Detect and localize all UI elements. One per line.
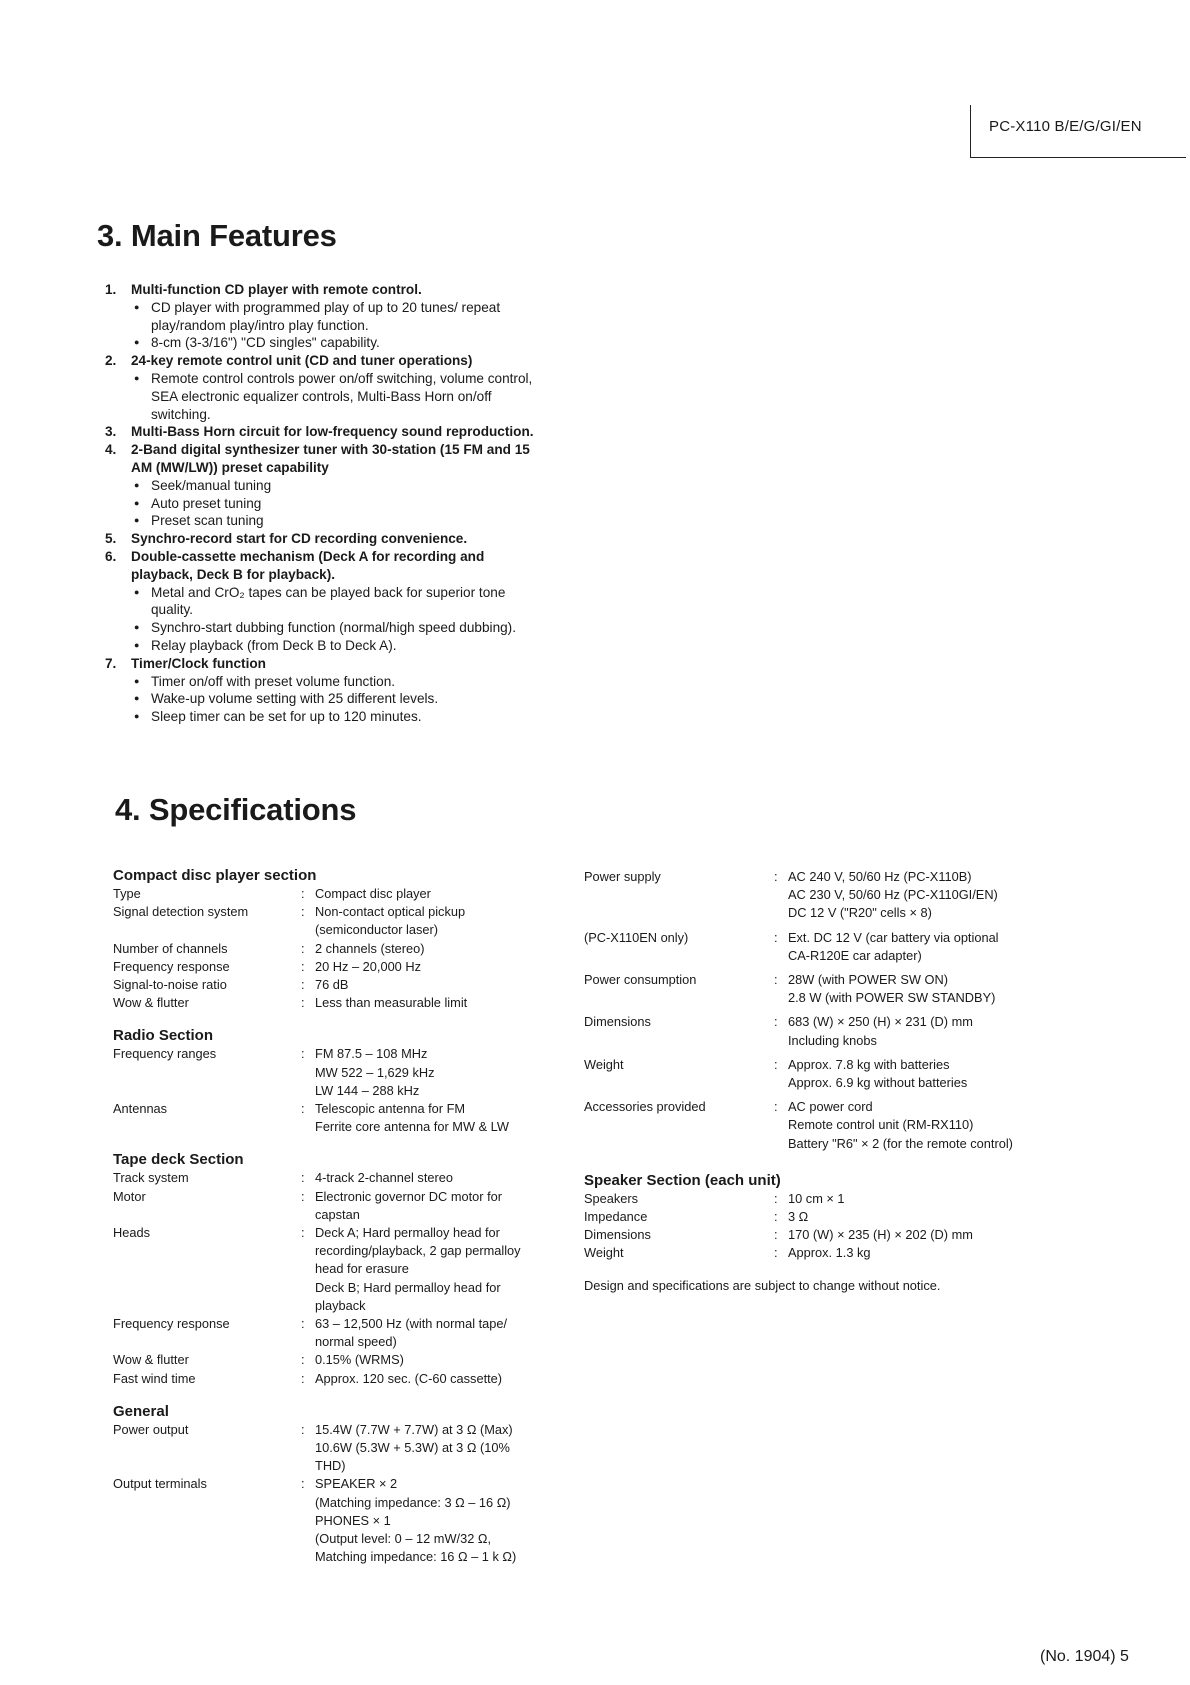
feature-number: 3. <box>105 424 117 440</box>
spec-row <box>584 1208 1014 1226</box>
feature-bullet: ● Synchro-start dubbing function (normal/high speed dubbing). <box>131 619 535 637</box>
spec-row <box>113 1370 543 1388</box>
spec-colon: : <box>774 1227 778 1243</box>
spec-colon: : <box>774 1245 778 1261</box>
feature-item <box>105 352 535 423</box>
spec-section-title: Compact disc player section <box>113 867 317 884</box>
feature-item <box>105 548 535 655</box>
spec-label: Impedance <box>584 1209 648 1225</box>
spec-value: 10 cm × 1 <box>788 1190 845 1206</box>
spec-row <box>113 1421 543 1476</box>
spec-colon: : <box>301 1225 305 1241</box>
spec-row <box>584 1098 1014 1153</box>
feature-bullet: ● Relay playback (from Deck B to Deck A). <box>131 637 535 655</box>
spec-colon: : <box>774 972 778 988</box>
spec-value: Approx. 7.8 kg with batteries Approx. 6.9 kg without batteries <box>788 1056 968 1091</box>
spec-label: Weight <box>584 1245 624 1261</box>
spec-row <box>113 1315 543 1351</box>
spec-colon: : <box>301 1188 305 1204</box>
spec-row <box>113 994 543 1012</box>
spec-colon: : <box>774 929 778 945</box>
spec-label: Fast wind time <box>113 1370 196 1386</box>
spec-colon: : <box>301 1421 305 1437</box>
feature-item <box>105 281 535 352</box>
spec-colon: : <box>774 869 778 884</box>
feature-title: 2-Band digital synthesizer tuner with 30-station (15 FM and 15 AM (MW/LW)) preset capability <box>131 442 530 475</box>
spec-value: 2 channels (stereo) <box>315 940 425 956</box>
feature-number: 2. <box>105 353 117 369</box>
spec-value: Approx. 1.3 kg <box>788 1245 871 1261</box>
feature-item <box>105 423 535 441</box>
spec-section-title: Radio Section <box>113 1027 214 1045</box>
feature-bullet: ● Wake-up volume setting with 25 different levels. <box>131 690 535 708</box>
spec-label: Accessories provided <box>584 1099 706 1115</box>
spec-row <box>113 958 543 976</box>
model-number-box <box>970 105 1186 158</box>
spec-label: Power output <box>113 1421 189 1437</box>
feature-bullet: ● Remote control controls power on/off switching, volume control, SEA electronic equalizer controls, Multi-Bass Horn on/off switching. <box>131 370 535 423</box>
spec-label: Signal-to-noise ratio <box>113 977 227 993</box>
spec-colon: : <box>774 1099 778 1115</box>
spec-section-title: General <box>113 1402 169 1420</box>
feature-bullet: ● 8-cm (3-3/16") "CD singles" capability. <box>131 334 535 352</box>
spec-note: Design and specifications are subject to change without notice. <box>584 1277 941 1293</box>
spec-label: Dimensions <box>584 1014 651 1030</box>
spec-value: Ext. DC 12 V (car battery via optional CA-R120E car adapter) <box>788 929 999 963</box>
feature-item <box>105 441 535 530</box>
feature-bullet: ● Preset scan tuning <box>131 512 535 530</box>
feature-number: 6. <box>105 548 117 564</box>
feature-title: Multi-function CD player with remote control. <box>131 282 422 297</box>
spec-value: Less than measurable limit <box>315 995 468 1011</box>
spec-label: (PC-X110EN only) <box>584 929 689 945</box>
spec-value: Compact disc player <box>315 886 431 901</box>
spec-label: Weight <box>584 1056 624 1072</box>
spec-value: Electronic governor DC motor for capstan <box>315 1188 503 1222</box>
spec-colon: : <box>774 1014 778 1030</box>
spec-value: 683 (W) × 250 (H) × 231 (D) mm Including knobs <box>788 1014 973 1048</box>
spec-label: Track system <box>113 1170 189 1186</box>
section-gap <box>113 1388 543 1402</box>
spec-value: SPEAKER × 2 (Matching impedance: 3 Ω – 16 Ω) PHONES × 1 (Output level: 0 – 12 mW/32 Ω, Matching impedance: 16 Ω – 1 k Ω) <box>315 1476 517 1565</box>
feature-title: Multi-Bass Horn circuit for low-frequency sound reproduction. <box>131 424 534 440</box>
spec-label: Frequency response <box>113 1316 230 1332</box>
spec-colon: : <box>301 995 305 1011</box>
feature-item <box>105 655 535 726</box>
feature-bullet: ● CD player with programmed play of up to 20 tunes/ repeat play/random play/intro play function. <box>131 299 535 335</box>
feature-bullet: ● Sleep timer can be set for up to 120 minutes. <box>131 708 535 726</box>
spec-value: AC 240 V, 50/60 Hz (PC-X110B) AC 230 V, 50/60 Hz (PC-X110GI/EN) DC 12 V ("R20" cells × 8) <box>788 869 998 921</box>
spec-row <box>584 1190 1014 1208</box>
spec-colon: : <box>301 977 305 993</box>
spec-section-title: Speaker Section (each unit) <box>584 1171 781 1189</box>
spec-row <box>113 1188 543 1224</box>
specs-left-column <box>113 866 543 1567</box>
spec-row <box>113 1351 543 1369</box>
spec-value: 15.4W (7.7W + 7.7W) at 3 Ω (Max) 10.6W (5.3W + 5.3W) at 3 Ω (10% THD) <box>315 1421 513 1474</box>
section-gap <box>584 1153 1014 1171</box>
spec-label: Power supply <box>584 869 661 884</box>
section-gap <box>113 1012 543 1026</box>
spec-value: 63 – 12,500 Hz (with normal tape/ normal speed) <box>315 1316 508 1350</box>
spec-label: Output terminals <box>113 1476 207 1492</box>
section-gap <box>113 1136 543 1150</box>
spec-value: Non-contact optical pickup (semiconductor laser) <box>315 904 466 938</box>
spec-row <box>584 929 1014 965</box>
spec-value: 0.15% (WRMS) <box>315 1352 404 1368</box>
feature-number: 4. <box>105 442 117 458</box>
spec-row <box>113 976 543 994</box>
spec-row <box>113 940 543 958</box>
spec-row <box>113 903 543 939</box>
spec-label: Wow & flutter <box>113 1352 189 1368</box>
feature-bullet: ● Auto preset tuning <box>131 495 535 513</box>
feature-title: Double-cassette mechanism (Deck A for recording and playback, Deck B for playback). <box>131 548 485 582</box>
feature-title: Timer/Clock function <box>131 655 266 671</box>
spec-label: Heads <box>113 1225 150 1241</box>
spec-label: Dimensions <box>584 1227 651 1243</box>
spec-label: Number of channels <box>113 940 228 956</box>
spec-label: Type <box>113 886 141 901</box>
spec-colon: : <box>301 1046 305 1062</box>
spec-row <box>584 971 1014 1007</box>
feature-item <box>105 530 535 548</box>
spec-colon: : <box>301 1370 305 1386</box>
spec-label: Frequency ranges <box>113 1046 217 1062</box>
spec-row <box>584 1226 1014 1244</box>
spec-row <box>113 1169 543 1187</box>
spec-row <box>113 1045 543 1100</box>
spec-colon: : <box>301 1316 305 1332</box>
spec-row <box>584 1013 1014 1049</box>
spec-colon: : <box>301 1101 305 1117</box>
spec-colon: : <box>774 1056 778 1072</box>
spec-row <box>584 868 1014 923</box>
page-number: (No. 1904) 5 <box>1040 1648 1129 1665</box>
feature-number: 5. <box>105 531 117 547</box>
spec-value: Telescopic antenna for FM Ferrite core antenna for MW & LW <box>315 1101 509 1135</box>
spec-colon: : <box>301 1476 305 1492</box>
spec-label: Motor <box>113 1188 146 1204</box>
model-number: PC-X110 B/E/G/GI/EN <box>989 118 1142 135</box>
feature-number: 7. <box>105 655 117 671</box>
spec-value: 20 Hz – 20,000 Hz <box>315 958 421 974</box>
spec-value: 28W (with POWER SW ON) 2.8 W (with POWER SW STANDBY) <box>788 972 996 1006</box>
spec-value: Approx. 120 sec. (C-60 cassette) <box>315 1370 503 1386</box>
features-heading: 3. Main Features <box>97 218 337 253</box>
feature-bullet: ● Seek/manual tuning <box>131 477 535 495</box>
feature-number: 1. <box>105 282 117 297</box>
section-gap <box>584 1263 1014 1277</box>
feature-title: 24-key remote control unit (CD and tuner operations) <box>131 353 473 369</box>
spec-label: Wow & flutter <box>113 995 189 1011</box>
spec-colon: : <box>774 1209 778 1225</box>
spec-colon: : <box>301 904 305 920</box>
spec-value: 3 Ω <box>788 1209 809 1225</box>
spec-colon: : <box>301 1170 305 1186</box>
spec-label: Speakers <box>584 1190 639 1206</box>
spec-row <box>584 1056 1014 1092</box>
spec-colon: : <box>774 1190 778 1206</box>
spec-colon: : <box>301 958 305 974</box>
specifications-heading: 4. Specifications <box>115 792 357 827</box>
spec-colon: : <box>301 886 305 901</box>
spec-section-title: Tape deck Section <box>113 1151 244 1169</box>
feature-bullet: ● Timer on/off with preset volume function. <box>131 673 535 691</box>
spec-value: 76 dB <box>315 977 349 993</box>
spec-colon: : <box>301 940 305 956</box>
spec-value: AC power cord Remote control unit (RM-RX110) Battery "R6" × 2 (for the remote control) <box>788 1099 1013 1151</box>
spec-label: Antennas <box>113 1101 168 1117</box>
spec-value: Deck A; Hard permalloy head for recording/playback, 2 gap permalloy head for erasure Deck B; Hard permalloy head for playback <box>315 1225 521 1313</box>
spec-label: Power consumption <box>584 972 697 988</box>
feature-bullet: ● Metal and CrO₂ tapes can be played back for superior tone quality. <box>131 584 535 620</box>
spec-label: Frequency response <box>113 958 230 974</box>
spec-value: FM 87.5 – 108 MHz MW 522 – 1,629 kHz LW 144 – 288 kHz <box>315 1046 435 1098</box>
spec-value: 170 (W) × 235 (H) × 202 (D) mm <box>788 1227 973 1243</box>
spec-value: 4-track 2-channel stereo <box>315 1170 453 1186</box>
spec-row <box>584 1244 1014 1262</box>
features-list <box>105 281 535 726</box>
spec-row <box>113 1224 543 1315</box>
spec-row <box>113 1100 543 1136</box>
spec-colon: : <box>301 1352 305 1368</box>
spec-row <box>113 885 543 903</box>
spec-row <box>113 1475 543 1566</box>
spec-label: Signal detection system <box>113 904 249 920</box>
feature-title: Synchro-record start for CD recording convenience. <box>131 531 468 547</box>
specs-right-column <box>584 868 1014 1295</box>
